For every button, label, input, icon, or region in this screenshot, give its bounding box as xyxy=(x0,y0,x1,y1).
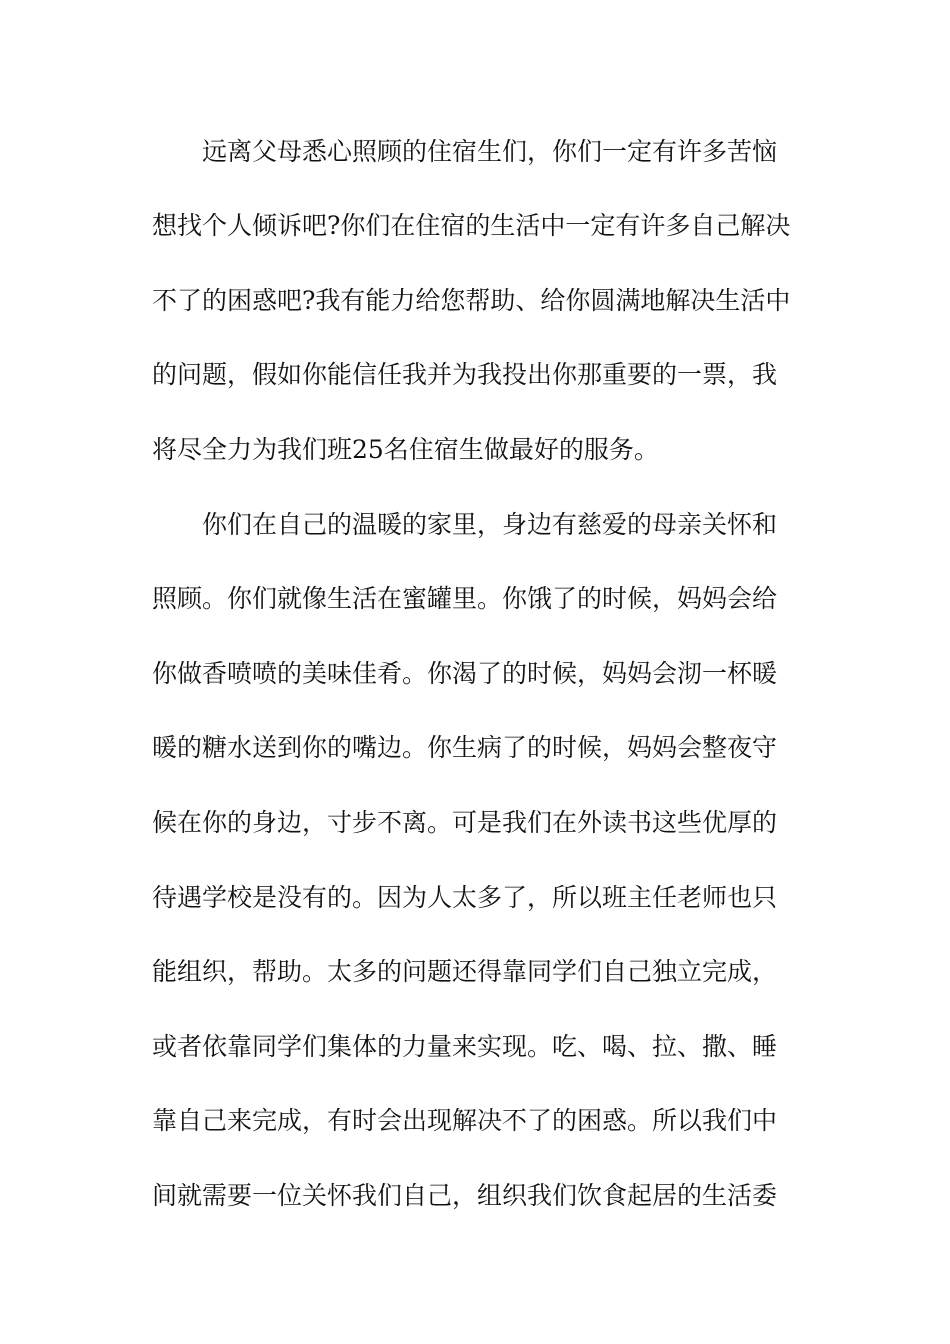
paragraph-2-line-5: 候在你的身边，寸步不离。可是我们在外读书这些优厚的 xyxy=(152,808,778,837)
paragraph-2-line-2: 照顾。你们就像生活在蜜罐里。你饿了的时候，妈妈会给 xyxy=(152,584,778,613)
paragraph-2-line-8: 或者依靠同学们集体的力量来实现。吃、喝、拉、撒、睡 xyxy=(152,1032,778,1061)
paragraph-2-line-4: 暖的糖水送到你的嘴边。你生病了的时候，妈妈会整夜守 xyxy=(152,733,778,762)
paragraph-1-line-4: 的问题，假如你能信任我并为我投出你那重要的一票，我 xyxy=(152,360,778,389)
paragraph-2-line-3: 你做香喷喷的美味佳肴。你渴了的时候，妈妈会沏一杯暖 xyxy=(152,659,778,688)
paragraph-1-line-1: 远离父母悉心照顾的住宿生们，你们一定有许多苦恼 xyxy=(202,137,778,166)
paragraph-2-line-1: 你们在自己的温暖的家里，身边有慈爱的母亲关怀和 xyxy=(202,510,778,539)
paragraph-1-line-3: 不了的困惑吧?我有能力给您帮助、给你圆满地解决生活中 xyxy=(152,286,791,315)
paragraph-2-line-6: 待遇学校是没有的。因为人太多了，所以班主任老师也只 xyxy=(152,883,778,912)
paragraph-1-line-2: 想找个人倾诉吧?你们在住宿的生活中一定有许多自己解决 xyxy=(152,211,791,240)
paragraph-2-line-9: 靠自己来完成，有时会出现解决不了的困惑。所以我们中 xyxy=(152,1106,778,1135)
paragraph-2-line-10: 间就需要一位关怀我们自己，组织我们饮食起居的生活委 xyxy=(152,1181,778,1210)
paragraph-1-line-5: 将尽全力为我们班25名住宿生做最好的服务。 xyxy=(152,435,659,464)
paragraph-2-line-7: 能组织，帮助。太多的问题还得靠同学们自己独立完成， xyxy=(152,957,778,986)
